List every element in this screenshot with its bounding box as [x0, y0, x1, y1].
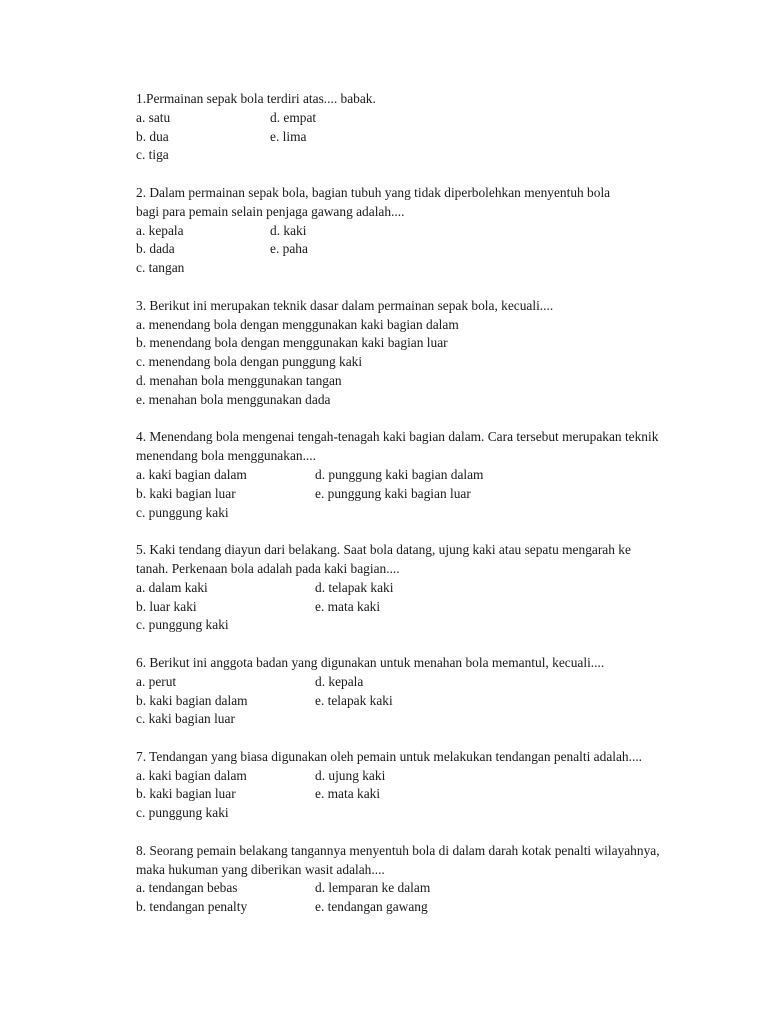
answer-row — [136, 128, 736, 147]
question-text-line: 6. Berikut ini anggota badan yang digunakan untuk menahan bola memantul, kecuali.... — [136, 654, 605, 670]
answer-option: d. telapak kaki — [315, 579, 394, 595]
question-text-line: 2. Dalam permainan sepak bola, bagian tubuh yang tidak diperbolehkan menyentuh bola — [136, 184, 611, 200]
answer-option: e. tendangan gawang — [315, 899, 428, 915]
question-8 — [136, 842, 736, 917]
question-text-line: 1.Permainan sepak bola terdiri atas.... babak. — [136, 91, 376, 106]
document-page — [136, 90, 736, 936]
answer-option: e. mata kaki — [315, 598, 381, 614]
question-text-line: 4. Menendang bola mengenai tengah-tenagah kaki bagian dalam. Cara tersebut merupakan teknik — [136, 429, 659, 445]
question-4 — [136, 428, 736, 522]
answer-row — [136, 692, 736, 711]
question-6 — [136, 654, 736, 729]
answer-row — [136, 259, 736, 278]
question-text-line: menendang bola menggunakan.... — [136, 448, 316, 464]
answer-row — [136, 222, 736, 241]
answer-option: b. menendang bola dengan menggunakan kaki bagian luar — [136, 335, 448, 351]
answer-option: c. menendang bola dengan punggung kaki — [136, 354, 363, 370]
answer-row — [136, 579, 736, 598]
answer-option: d. punggung kaki bagian dalam — [315, 466, 484, 482]
answer-row — [136, 898, 736, 917]
question-text-line: tanah. Perkenaan bola adalah pada kaki bagian.... — [136, 560, 400, 576]
answer-option: a. dalam kaki — [136, 579, 208, 595]
answer-option: d. empat — [270, 109, 317, 125]
answer-option: a. kepala — [136, 222, 184, 238]
answer-option: a. satu — [136, 109, 171, 125]
answer-row — [136, 804, 736, 823]
answer-row — [136, 785, 736, 804]
question-3 — [136, 297, 736, 410]
answer-option: c. tiga — [136, 147, 169, 163]
answer-row — [136, 598, 736, 617]
answer-option: a. kaki bagian dalam — [136, 466, 247, 482]
question-1 — [136, 90, 736, 165]
answer-row — [136, 504, 736, 523]
answer-option: d. menahan bola menggunakan tangan — [136, 372, 342, 388]
answer-row — [136, 466, 736, 485]
answer-row — [136, 616, 736, 635]
answer-option: b. dada — [136, 241, 175, 257]
answer-option: b. dua — [136, 128, 169, 144]
answer-option: a. perut — [136, 673, 177, 689]
answer-row — [136, 673, 736, 692]
question-7 — [136, 748, 736, 823]
answer-option: a. kaki bagian dalam — [136, 767, 247, 783]
answer-option: e. paha — [270, 241, 308, 257]
answer-option: d. ujung kaki — [315, 767, 386, 783]
answer-row — [136, 767, 736, 786]
question-text-line: 3. Berikut ini merupakan teknik dasar dalam permainan sepak bola, kecuali.... — [136, 297, 554, 313]
answer-option: a. tendangan bebas — [136, 880, 238, 896]
question-text-line: maka hukuman yang diberikan wasit adalah.... — [136, 861, 385, 877]
answer-option: e. mata kaki — [315, 786, 381, 802]
answer-row — [136, 879, 736, 898]
answer-row — [136, 240, 736, 259]
question-text-line: bagi para pemain selain penjaga gawang adalah.... — [136, 203, 405, 219]
answer-option: b. kaki bagian luar — [136, 786, 236, 802]
question-5 — [136, 541, 736, 635]
answer-option: b. kaki bagian luar — [136, 485, 236, 501]
answer-row — [136, 485, 736, 504]
answer-option: e. menahan bola menggunakan dada — [136, 391, 331, 407]
question-2 — [136, 184, 736, 278]
answer-option: d. lemparan ke dalam — [315, 880, 431, 896]
answer-option: b. luar kaki — [136, 598, 197, 614]
answer-option: c. kaki bagian luar — [136, 711, 235, 727]
question-text-line: 5. Kaki tendang diayun dari belakang. Saat bola datang, ujung kaki atau sepatu mengarah ke — [136, 542, 631, 558]
answer-option: c. punggung kaki — [136, 504, 229, 520]
answer-option: e. punggung kaki bagian luar — [315, 485, 471, 501]
answer-option: c. tangan — [136, 260, 185, 276]
answer-option: c. punggung kaki — [136, 805, 229, 821]
answer-option: a. menendang bola dengan menggunakan kaki bagian dalam — [136, 316, 459, 332]
answer-row — [136, 109, 736, 128]
question-text-line: 8. Seorang pemain belakang tangannya menyentuh bola di dalam darah kotak penalti wilayahnya, — [136, 842, 660, 858]
answer-option: c. punggung kaki — [136, 617, 229, 633]
answer-option: b. kaki bagian dalam — [136, 692, 248, 708]
answer-option: b. tendangan penalty — [136, 899, 248, 915]
answer-option: d. kepala — [315, 673, 364, 689]
question-text-line: 7. Tendangan yang biasa digunakan oleh pemain untuk melakukan tendangan penalti adalah.... — [136, 748, 643, 764]
answer-row — [136, 710, 736, 729]
answer-option: d. kaki — [270, 222, 307, 238]
answer-row — [136, 146, 736, 165]
answer-option: e. lima — [270, 128, 307, 144]
answer-option: e. telapak kaki — [315, 692, 393, 708]
